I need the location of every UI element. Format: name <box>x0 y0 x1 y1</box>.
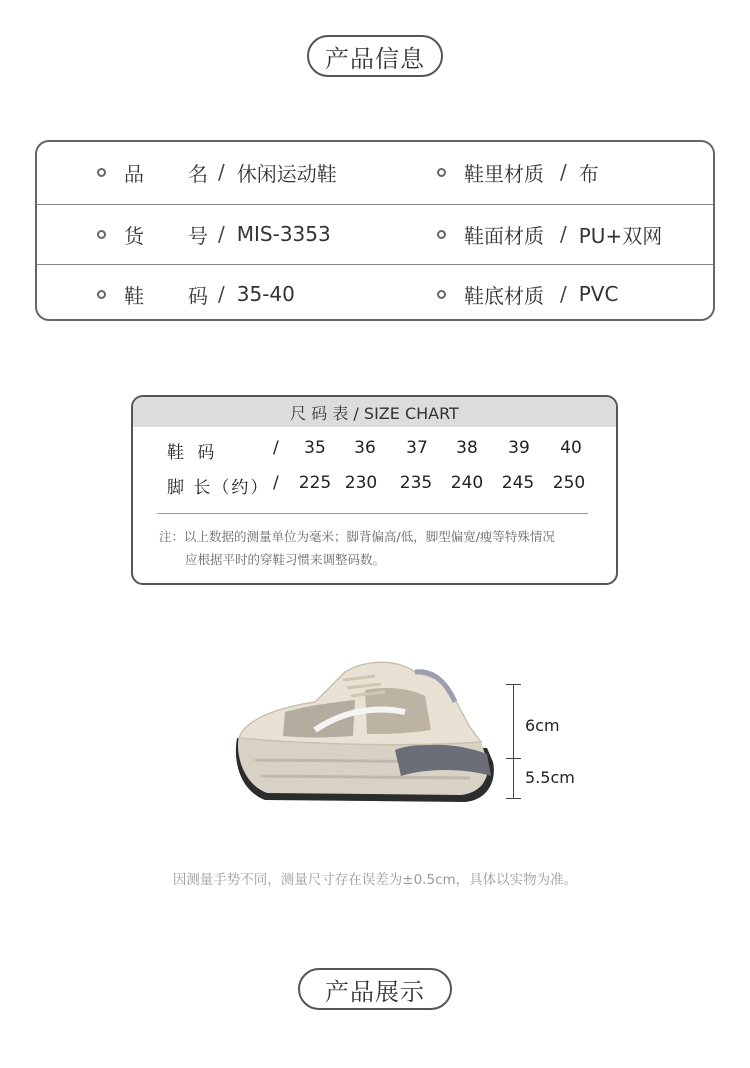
section-title-product-display <box>298 968 452 1010</box>
section-title-product-info <box>307 35 443 77</box>
size-cell: 230 <box>344 473 378 493</box>
sole-height-label: 5.5cm <box>525 768 575 787</box>
size-note-line: 应根据平时的穿鞋习惯来调整码数。 <box>185 552 386 567</box>
section-title-text: 产品展示 <box>325 977 425 1006</box>
info-value: PU+双网 <box>578 223 663 248</box>
slash-separator: / <box>560 160 567 184</box>
size-cell: 40 <box>560 438 582 458</box>
measure-tick <box>506 758 521 759</box>
size-chart <box>131 395 618 585</box>
size-chart-title: 尺 码 表 / SIZE CHART <box>133 397 616 427</box>
bullet-icon <box>97 168 106 177</box>
info-row <box>37 142 713 202</box>
size-note-line: 注：以上数据的测量单位为毫米；脚背偏高/低，脚型偏宽/瘦等特殊情况 <box>159 529 555 544</box>
size-cell: 225 <box>298 473 332 493</box>
info-label: 货号 <box>124 223 208 248</box>
info-value: PVC <box>578 282 619 306</box>
upper-height-label: 6cm <box>525 716 560 735</box>
sneaker-illustration <box>225 650 505 810</box>
bullet-icon <box>437 230 446 239</box>
measure-tick <box>506 798 521 799</box>
slash-separator: / <box>560 282 567 306</box>
section-title-text: 产品信息 <box>325 44 425 73</box>
slash-separator: / <box>560 222 567 246</box>
info-label: 鞋码 <box>124 283 208 308</box>
info-value: 35-40 <box>236 282 295 306</box>
size-note <box>159 525 599 571</box>
size-cell: 38 <box>456 438 478 458</box>
info-row <box>37 264 713 321</box>
info-cell-name <box>97 142 337 202</box>
measure-tick <box>506 684 521 685</box>
measurement-disclaimer: 因测量手势不同，测量尺寸存在误差为±0.5cm，具体以实物为准。 <box>172 872 578 888</box>
bullet-icon <box>97 290 106 299</box>
info-label: 品名 <box>124 161 208 186</box>
height-measure-line <box>513 684 514 799</box>
size-cell: 36 <box>354 438 376 458</box>
info-value: 休闲运动鞋 <box>236 161 337 186</box>
size-cell: 39 <box>508 438 530 458</box>
info-cell-sole <box>437 265 618 321</box>
bullet-icon <box>437 168 446 177</box>
info-label: 鞋面材质 <box>464 223 544 248</box>
info-value: MIS-3353 <box>236 222 331 246</box>
info-cell-upper <box>437 205 662 263</box>
product-info-table <box>35 140 715 321</box>
bullet-icon <box>437 290 446 299</box>
size-cell: 37 <box>406 438 428 458</box>
bullet-icon <box>97 230 106 239</box>
info-cell-size <box>97 265 295 321</box>
info-label: 鞋里材质 <box>464 161 544 186</box>
info-cell-item-no <box>97 205 331 263</box>
size-cell: 250 <box>552 473 586 493</box>
size-cell: 35 <box>304 438 326 458</box>
info-label: 鞋底材质 <box>464 283 544 308</box>
size-cell: 245 <box>501 473 535 493</box>
size-row-label: 鞋 码 <box>167 443 219 463</box>
size-row-label: 脚 长（约） <box>167 478 270 498</box>
shoe-upper <box>239 662 481 744</box>
slash-separator: / <box>273 473 279 493</box>
info-row <box>37 204 713 264</box>
divider <box>157 513 588 514</box>
slash-separator: / <box>273 438 279 458</box>
slash-separator: / <box>218 282 225 306</box>
info-value: 布 <box>578 161 599 186</box>
size-row-shoe-size <box>133 434 616 464</box>
size-cell: 235 <box>399 473 433 493</box>
info-cell-lining <box>437 142 599 202</box>
slash-separator: / <box>218 160 225 184</box>
size-row-foot-length <box>133 469 616 499</box>
shoe-image <box>225 650 505 810</box>
size-cell: 240 <box>450 473 484 493</box>
slash-separator: / <box>218 222 225 246</box>
